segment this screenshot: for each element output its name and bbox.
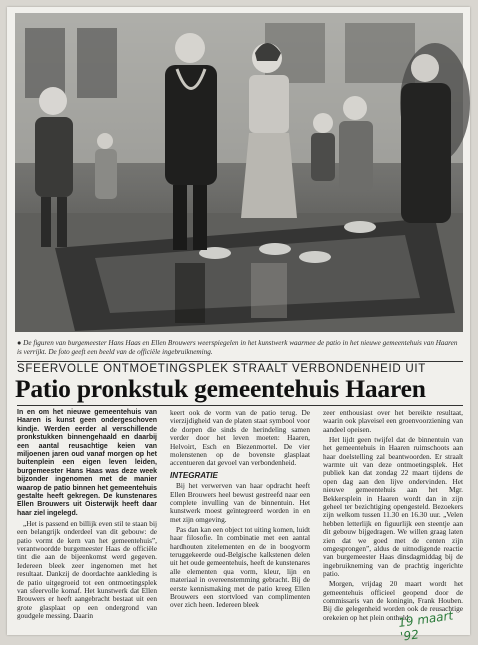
paragraph: zeer enthousiast over het bereikte resultaat, waarin ook plaveisel een groenvoorziening van aandeel opeisen. [323, 408, 463, 434]
paragraph: Pas dan kan een object tot uiting komen, luidt haar filosofie. In combinatie met een aantal hardhouten zitelementen en de in boogvorm teruggekeerde oud-Belgische kalkstenen delen uit het oude gemeentehuis, heeft de kunstenares alle elementen qua vorm, kleur, lijn en materiaal in overeenstemming gebracht. Bij de eerste kennismaking met de patio kreeg Ellen Brouwers een stortvloed van complimenten over zich heen. Iedereen bleek [170, 524, 310, 610]
subheading: INTEGRATIE [170, 470, 218, 480]
lead-paragraph: In en om het nieuwe gemeentehuis van Haaren is kunst geen ondergeschoven kindje. Werden eerder al verschillende pronkstukken binnengehaald en daarbij een aantal reusachtige keien van miljoenen jaren oud vanaf morgen op het buitenplein een eigen leven leiden, burgemeester Hans Haas was deze week bijzonder ingenomen met de manier waarop de patio binnen het gemeentehuis gestalte heeft gekregen. De kunstenares Ellen Brouwers uit Oisterwijk heeft daar haar ziel ingelegd. [17, 409, 157, 517]
article-body [17, 409, 463, 627]
caption-text: De figuren van burgemeester Hans Haas en Ellen Brouwers weerspiegelen in het kunstwerk waarmee de patio in het nieuwe gemeentehuis van Haaren is verrijkt. De foto geeft een beeld van de officiële ingebruikneming. [17, 339, 458, 356]
column-3 [323, 409, 463, 627]
kicker: SFEERVOLLE ONTMOETINGSPLEK STRAALT VERBONDENHEID UIT [17, 363, 426, 375]
divider [17, 405, 463, 406]
divider [17, 361, 463, 362]
paragraph: Bij het verwerven van haar opdracht heeft Ellen Brouwers heel bewust gestreefd naar een complete invulling van de binnentuin. Het kunstwerk moest geïntegreerd worden in en met zijn omgeving. [170, 481, 310, 524]
column-1 [17, 409, 157, 627]
paragraph: Het lijdt geen twijfel dat de binnentuin van het gemeentehuis in Haaren ruimschoots aan haar doelstelling zal beantwoorden. Er straalt warmte uit van deze ontmoetingsplek. Het publiek kan dat zondag 22 maart tijdens de open dag aan den lijve ondervinden. Het nieuwe gemeentehuis aan het Mgr. Bekkersplein in Haaren wordt dan in zijn geheel ter bezichtiging opengesteld. Bezoekers zijn welkom tussen 11.30 en 16.30 uur. „Velen hebben letterlijk en figuurlijk een steentje aan dit gebouw bijgedragen. We willen graag laten zien dat we goed met de centen zijn omgesprongen”, aldus de uitnodigende reactie van burgemeester Haas dinsdagmiddag bij de ingebruikneming van de prachtig ingerichte patio. [323, 434, 463, 579]
paragraph: Morgen, vrijdag 20 maart wordt het gemeentehuis officieel geopend door de commissaris van de koningin, Frank Houben. Bij die gelegenheid worden ook de reusachtige orekeien op het plein onthuld. [323, 579, 463, 622]
newspaper-clipping [7, 7, 470, 644]
paragraph: „Het is passend en billijk even stil te staan bij een belangrijk onderdeel van dit gebouw: de patio vormt de kern van het gemeentehuis”, verantwoordde burgemeester Haas de officiële tint die aan de bijeenkomst werd gegeven. Iedereen bleek zeer ingenomen met het resultaat. Dankzij de doordachte aankleding is de patio uitgegroeid tot een ontmoetingsplek van sfeervolle komaf. Het kunstwerk dat Ellen Brouwers er heeft aangebracht bestaat uit een grote glasplaat op een ondergrond van goudgele messing. Daarin [17, 518, 157, 621]
photo-caption [17, 339, 463, 356]
column-2 [170, 409, 310, 627]
caption-bullet: ● [17, 339, 24, 347]
article-photo [15, 13, 463, 332]
paragraph: keert ook de vorm van de patio terug. De vierzijdigheid van de platen staat symbool voor de dorpen die sinds de herindeling samen verder door het leven moeten: Haaren, Helvoirt, Esch en Biezenmortel. De vier molenstenen op de bovenste glasplaat accentueren dat gevoel van verbondenheid. [170, 408, 310, 468]
handwritten-date: 19 maart '92 [397, 608, 454, 644]
headline: Patio pronkstuk gemeentehuis Haaren [15, 374, 426, 403]
